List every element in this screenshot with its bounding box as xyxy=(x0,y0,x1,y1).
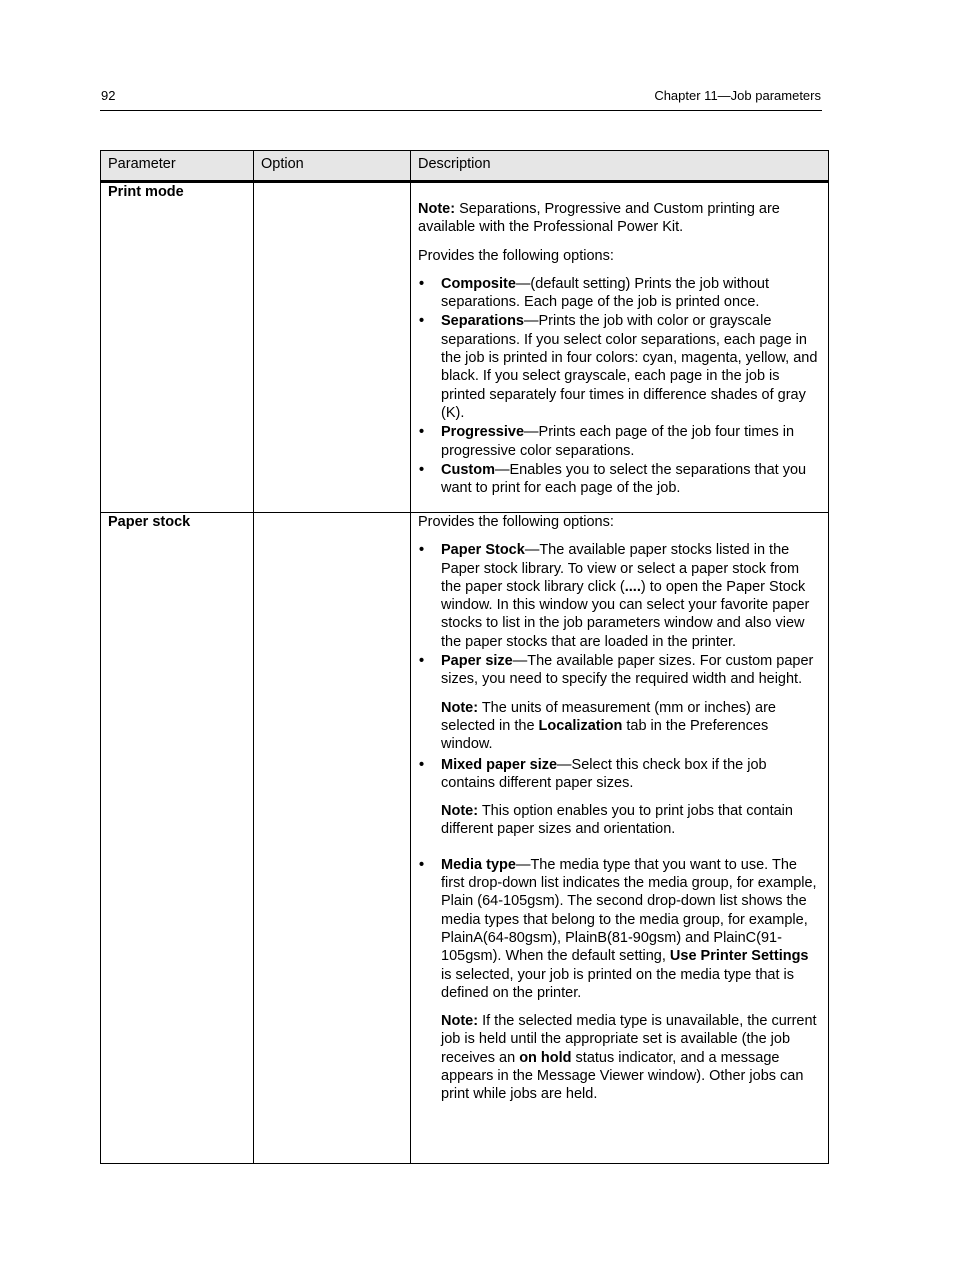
note-text: tab in the Preferences window. xyxy=(441,717,769,753)
column-header-option: Option xyxy=(254,151,411,182)
option-text: ) to open the Paper Stock window. In this window you can select your favorite paper stocks to list in the job parameters window and also view the paper stocks that are loaded in the printer. xyxy=(441,578,810,650)
option-term: Progressive xyxy=(441,424,525,441)
note-paragraph xyxy=(418,200,821,237)
option-text: —Prints each page of the job four times in progressive color separations. xyxy=(441,424,795,459)
note-bold: on hold xyxy=(519,1049,572,1066)
note-text: status indicator, and a message appears in the Message Viewer window). Other jobs can print while jobs are held. xyxy=(441,1049,804,1103)
list-item xyxy=(418,312,821,422)
parameter-cell: Paper stock xyxy=(101,513,254,1164)
option-text: —Enables you to select the separations that you want to print for each page of the job. xyxy=(441,461,807,497)
note-label: Note: xyxy=(418,201,456,217)
option-cell xyxy=(254,513,411,1164)
ellipsis-button-label: .... xyxy=(624,578,641,595)
option-term: Composite xyxy=(441,275,516,292)
list-item xyxy=(418,652,821,689)
description-cell xyxy=(411,182,829,513)
page-number: 92 xyxy=(101,88,116,103)
option-text: is selected, your job is printed on the media type that is defined on the printer. xyxy=(441,966,795,1001)
option-term: Custom xyxy=(441,461,495,478)
table-row-paper-stock xyxy=(101,513,829,1164)
parameter-cell: Print mode xyxy=(101,182,254,513)
option-text: —The available paper stocks listed in the Paper stock library. To view or select a paper stock from the paper stock library click ( xyxy=(441,542,800,595)
option-list xyxy=(418,856,821,1002)
option-text: —Prints the job with color or grayscale separations. If you select color separations, each page in the job is printed in four colors: cyan, magenta, yellow, and black. If you select grayscale, each page in the job is printed separately four times in difference shades of gray (K). xyxy=(441,313,818,421)
note-paragraph xyxy=(418,1012,821,1103)
list-item xyxy=(418,423,821,460)
list-item xyxy=(418,756,821,793)
note-paragraph xyxy=(418,802,821,839)
table-header-row xyxy=(101,151,829,182)
note-label: Note: xyxy=(441,699,479,716)
list-item xyxy=(418,461,821,498)
page-header xyxy=(100,88,822,111)
note-label: Note: xyxy=(441,1013,479,1030)
note-text: This option enables you to print jobs that contain different paper sizes and orientation. xyxy=(441,803,793,838)
note-bold: Localization xyxy=(538,717,623,734)
option-term: Mixed paper size xyxy=(441,756,558,773)
job-parameters-table xyxy=(100,150,829,1164)
option-text: —The media type that you want to use. The first drop-down list indicates the media group, for example, Plain (64-105gsm). The second drop-down list shows the media types that belong to the media group, for example, PlainA(64-80gsm), PlainB(81-90gsm) and PlainC(91-105gsm). When the default setting, xyxy=(441,856,817,965)
note-paragraph xyxy=(418,699,821,754)
list-item xyxy=(418,275,821,312)
intro-text: Provides the following options: xyxy=(418,247,614,264)
option-term: Separations xyxy=(441,313,524,330)
option-bold: Use Printer Settings xyxy=(669,948,809,965)
note-label: Note: xyxy=(441,803,479,820)
option-list xyxy=(418,275,821,498)
option-term: Media type xyxy=(441,856,516,873)
option-list xyxy=(418,756,821,793)
list-item xyxy=(418,541,821,651)
option-text: —(default setting) Prints the job without separations. Each page of the job is printed once. xyxy=(441,275,769,311)
list-item xyxy=(418,856,821,1002)
option-list xyxy=(418,541,821,688)
option-cell xyxy=(254,182,411,513)
option-term: Paper Stock xyxy=(441,542,525,559)
option-term: Paper size xyxy=(441,653,513,670)
chapter-title: Chapter 11—Job parameters xyxy=(654,88,821,103)
note-text: Separations, Progressive and Custom printing are available with the Professional Power Kit. xyxy=(418,201,780,236)
table-row-print-mode xyxy=(101,182,829,513)
column-header-description: Description xyxy=(411,151,829,182)
note-text: The units of measurement (mm or inches) are selected in the xyxy=(441,699,776,734)
column-header-parameter: Parameter xyxy=(101,151,254,182)
intro-text: Provides the following options: xyxy=(418,514,614,530)
note-text: If the selected media type is unavailable, the current job is held until the appropriate set is available (the job receives an xyxy=(441,1013,817,1066)
option-text: —Select this check box if the job contains different paper sizes. xyxy=(441,756,767,791)
option-text: —The available paper sizes. For custom paper sizes, you need to specify the required width and height. xyxy=(441,653,814,688)
description-cell xyxy=(411,513,829,1164)
